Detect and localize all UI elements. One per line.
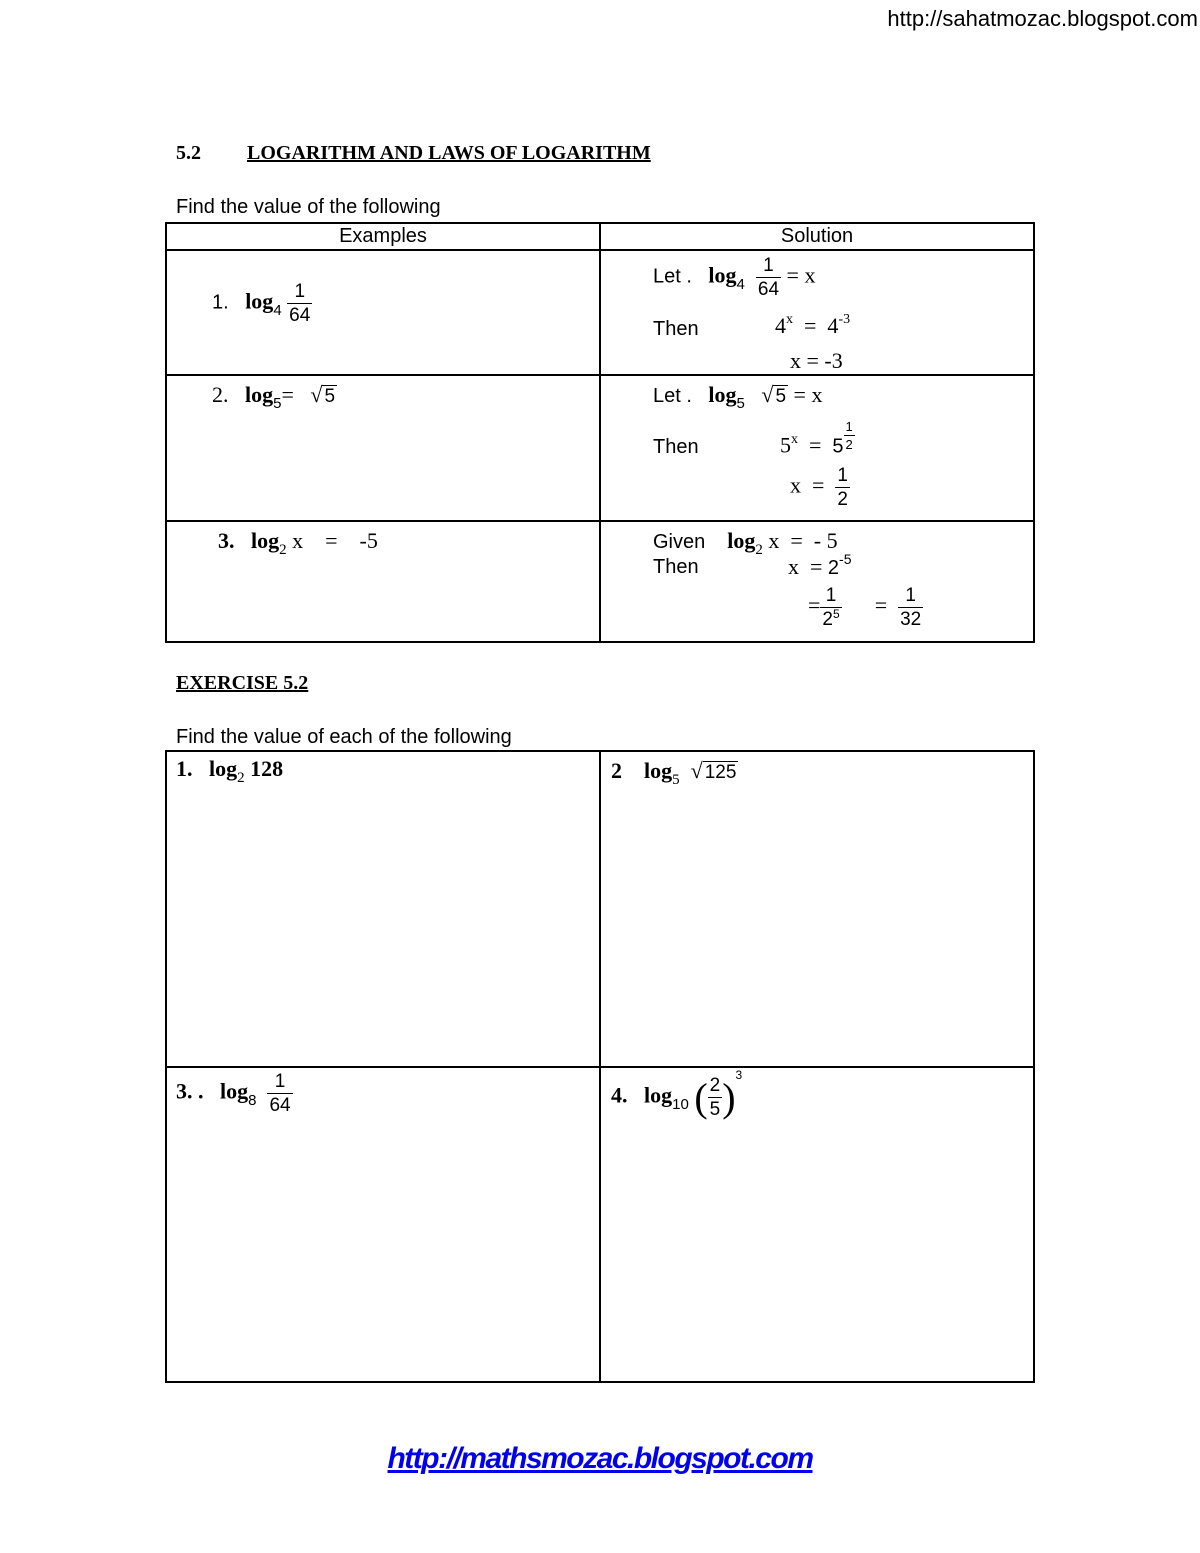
examples-column-header: Examples — [339, 225, 427, 247]
example-1-answer: x = -3 — [790, 348, 843, 373]
exercise-item-3: 3. . $\log_8$ $\frac{1}{64}$ — [176, 1071, 291, 1116]
examples-row-divider — [165, 520, 1035, 522]
example-1-question: 1. $\log_4$ $\frac{1}{64}$ — [212, 281, 311, 326]
section-title: LOGARITHM AND LAWS OF LOGARITHM — [247, 142, 651, 164]
example-1-then-label: Then — [653, 318, 699, 340]
example-2-solution-line-1: Let . $\log_5$ √ 5 = x — [653, 382, 823, 412]
section-heading — [176, 142, 651, 165]
example-3-solution-line-1: Given $\log_2 x$ = - 5 — [653, 528, 838, 558]
examples-column-divider — [599, 222, 601, 643]
header-url[interactable]: http://sahatmozac.blogspot.com — [887, 6, 1198, 31]
exercise-item-4: 4. $\log_{10}$ ( $\frac{2}{5}$ )$^3$ — [611, 1067, 743, 1120]
footer-url[interactable]: http://mathsmozac.blogspot.com — [387, 1442, 813, 1475]
example-1-solution-line-2: $4^x = 4^{-3}$ — [775, 312, 851, 338]
example-2-solution-line-2: 5$^x$ = 5 $\frac{1}{2}$ — [780, 419, 853, 458]
section-number: 5.2 — [176, 142, 201, 164]
exercise-item-2: 2 $\log_5$ √ 125 — [611, 758, 737, 788]
exercise-item-1: 1. $\log_2 128$ — [176, 756, 284, 786]
solution-column-header: Solution — [780, 225, 854, 247]
exercise-instruction: Find the value of each of the following — [176, 726, 512, 748]
example-2-question: 2. $\log_5=$ √ 5 — [212, 382, 336, 412]
example-3-then-label: Then — [653, 556, 699, 578]
example-2-answer: x = $\frac{1}{2}$ — [790, 465, 848, 510]
example-2-then-label: Then — [653, 436, 699, 458]
examples-header-divider — [165, 249, 1035, 251]
example-3-question: 3. $\log_2 x$ = -5 — [218, 528, 378, 558]
exercise-row-divider — [165, 1066, 1035, 1068]
examples-row-divider — [165, 374, 1035, 376]
examples-instruction: Find the value of the following — [176, 196, 441, 218]
example-3-answer: = $\frac{1}{2^5}$ = $\frac{1}{32}$ — [808, 585, 922, 630]
exercise-heading: EXERCISE 5.2 — [176, 672, 309, 694]
example-3-solution-line-2: $x = 2^{-5}$ — [788, 551, 852, 579]
example-1-solution-line-1: Let . $\log_4$ $\frac{1}{64}$ = x — [653, 255, 816, 300]
